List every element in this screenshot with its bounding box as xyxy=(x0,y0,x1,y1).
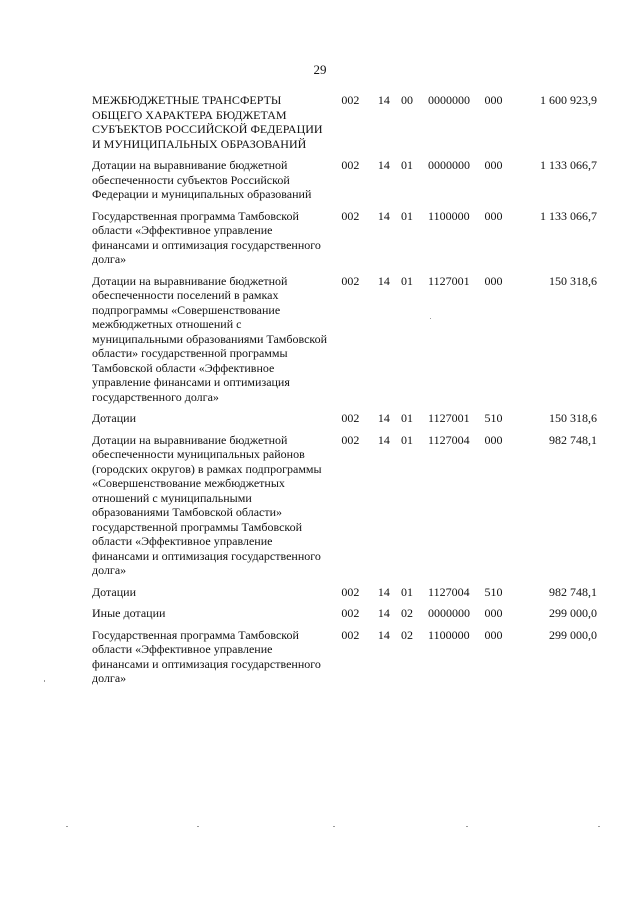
scan-speck xyxy=(466,826,468,827)
dept-code: 002 xyxy=(341,158,360,172)
dept-code: 002 xyxy=(341,627,360,642)
row-description: Государственная программа Тамбовской области «Эффективное управление финансами и оптимизация государственного долга» xyxy=(92,627,321,685)
table-row xyxy=(92,93,597,151)
row-description: МЕЖБЮДЖЕТНЫЕ ТРАНСФЕРТЫ ОБЩЕГО ХАРАКТЕРА БЮДЖЕТАМ СУБЪЕКТОВ РОССИЙСКОЙ ФЕДЕРАЦИИ И МУНИЦИПАЛЬНЫХ ОБРАЗОВАНИЙ xyxy=(92,93,323,151)
target-article-code: 0000000 xyxy=(428,606,471,620)
table-row xyxy=(92,433,597,578)
amount: 299 000,0 xyxy=(549,606,598,620)
table-row xyxy=(92,209,597,267)
subsection-code: 02 xyxy=(401,627,414,642)
amount: 982 748,1 xyxy=(549,584,598,599)
section-code: 14 xyxy=(377,584,390,599)
amount: 150 318,6 xyxy=(549,411,598,425)
amount: 1 133 066,7 xyxy=(540,208,598,223)
target-article-code: 1100000 xyxy=(428,627,470,642)
scan-speck xyxy=(598,826,600,827)
section-code: 14 xyxy=(377,432,390,447)
table-row xyxy=(92,606,597,621)
expense-type-code: 000 xyxy=(484,627,503,642)
amount: 299 000,0 xyxy=(549,627,598,642)
subsection-code: 01 xyxy=(401,158,414,172)
expense-type-code: 000 xyxy=(484,606,503,620)
subsection-code: 01 xyxy=(401,273,414,288)
table-row xyxy=(92,628,597,686)
row-description: Иные дотации xyxy=(92,606,166,620)
row-description: Дотации на выравнивание бюджетной обеспеченности поселений в рамках подпрограммы «Совершенствование межбюджетных отношений с муниципальными образованиями Тамбовской области» государственной программы Тамбовской области «Эффективное управление финансами и оптимизация государственного долга» xyxy=(92,273,328,404)
table-row xyxy=(92,411,597,426)
section-code: 14 xyxy=(377,411,390,425)
scan-speck xyxy=(66,826,68,827)
subsection-code: 01 xyxy=(401,208,414,223)
dept-code: 002 xyxy=(341,93,360,107)
row-description: Дотации xyxy=(92,584,137,599)
dept-code: 002 xyxy=(341,411,360,425)
expense-type-code: 000 xyxy=(484,93,503,107)
subsection-code: 00 xyxy=(401,93,414,107)
target-article-code: 1127001 xyxy=(428,411,470,425)
expense-type-code: 000 xyxy=(484,273,503,288)
row-description: Государственная программа Тамбовской области «Эффективное управление финансами и оптимизация государственного долга» xyxy=(92,208,321,266)
target-article-code: 1100000 xyxy=(428,208,470,223)
table-row xyxy=(92,158,597,202)
dept-code: 002 xyxy=(341,432,360,447)
scan-speck xyxy=(197,826,199,827)
table-row xyxy=(92,274,597,405)
section-code: 14 xyxy=(377,93,390,107)
dept-code: 002 xyxy=(341,208,360,223)
dept-code: 002 xyxy=(341,584,360,599)
section-code: 14 xyxy=(377,606,390,620)
amount: 1 133 066,7 xyxy=(540,158,598,172)
expense-type-code: 510 xyxy=(484,584,503,599)
row-description: Дотации на выравнивание бюджетной обеспеченности муниципальных районов (городских округов) в рамках подпрограммы «Совершенствование межбюджетных отношений с муниципальными образованиями Тамбовской области» государственной программы Тамбовской области «Эффективное управление финансами и оптимизация государственного долга» xyxy=(92,432,322,577)
target-article-code: 0000000 xyxy=(428,93,471,107)
subsection-code: 01 xyxy=(401,584,414,599)
section-code: 14 xyxy=(377,158,390,172)
section-code: 14 xyxy=(377,273,390,288)
row-description: Дотации на выравнивание бюджетной обеспеченности субъектов Российской Федерации и муниципальных образований xyxy=(92,158,312,201)
subsection-code: 01 xyxy=(401,411,414,425)
expense-type-code: 000 xyxy=(484,158,503,172)
expense-type-code: 000 xyxy=(484,432,503,447)
table-row xyxy=(92,585,597,600)
scan-speck xyxy=(333,826,335,827)
expense-type-code: 510 xyxy=(484,411,503,425)
page-number: 29 xyxy=(313,62,327,77)
section-code: 14 xyxy=(377,208,390,223)
scan-speck xyxy=(430,318,431,319)
amount: 982 748,1 xyxy=(549,432,598,447)
amount: 1 600 923,9 xyxy=(540,93,598,107)
section-code: 14 xyxy=(377,627,390,642)
budget-table xyxy=(92,93,597,693)
subsection-code: 02 xyxy=(401,606,414,620)
expense-type-code: 000 xyxy=(484,208,503,223)
target-article-code: 1127004 xyxy=(428,584,470,599)
target-article-code: 0000000 xyxy=(428,158,471,172)
subsection-code: 01 xyxy=(401,432,414,447)
target-article-code: 1127001 xyxy=(428,273,470,288)
dept-code: 002 xyxy=(341,606,360,620)
target-article-code: 1127004 xyxy=(428,432,470,447)
scan-speck xyxy=(44,680,45,682)
dept-code: 002 xyxy=(341,273,360,288)
row-description: Дотации xyxy=(92,411,137,425)
amount: 150 318,6 xyxy=(549,273,598,288)
